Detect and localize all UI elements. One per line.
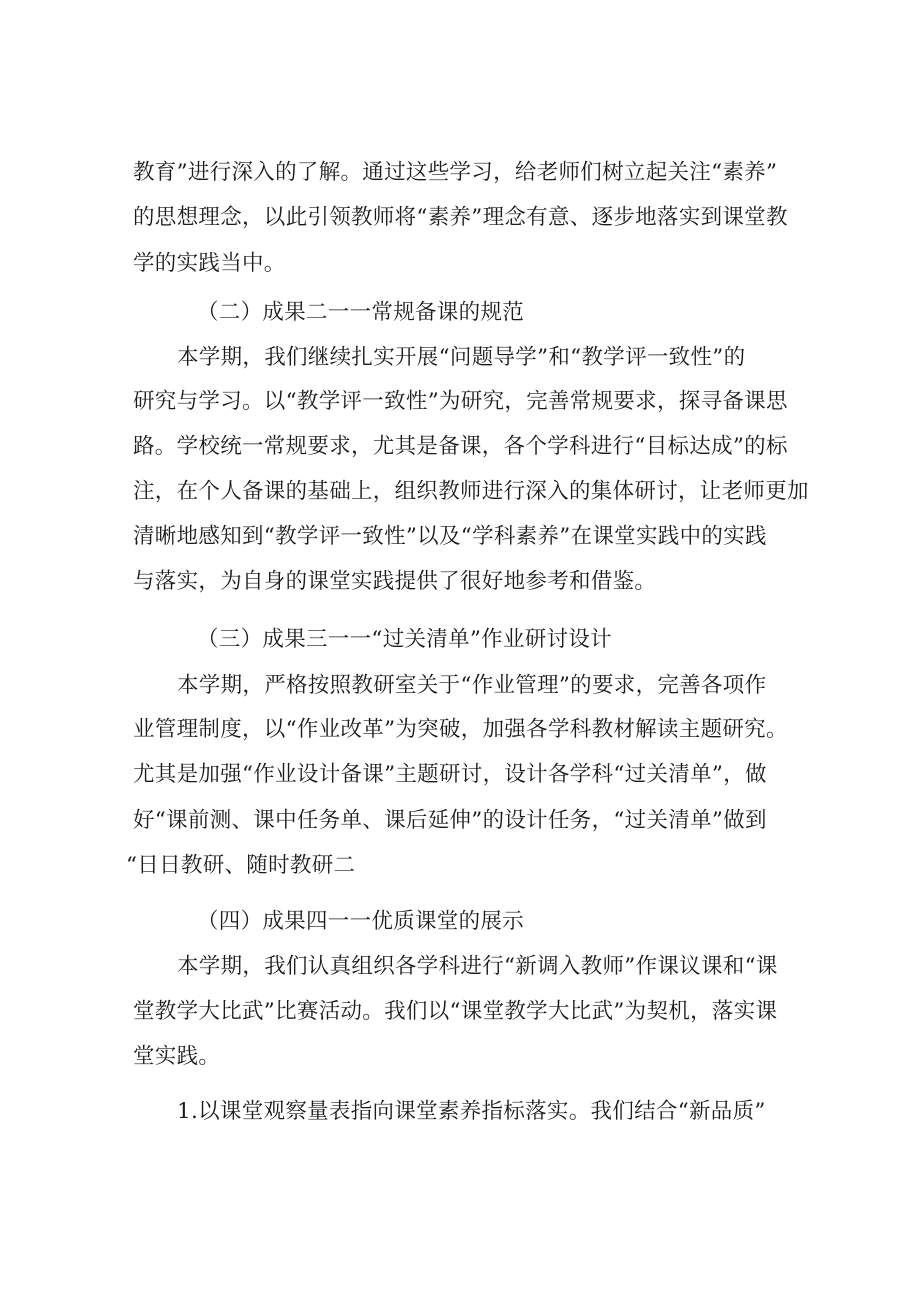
body-text-line: 堂实践。 [133, 1044, 221, 1069]
section-heading: （三）成果三一一“过关清单”作业研讨设计 [197, 627, 612, 652]
body-text-line: “日日教研、随时教研二 [126, 853, 356, 878]
body-text-line: 学的实践当中。 [133, 251, 286, 276]
body-text-line: 清晰地感知到“教学评一致性”以及“学科素养”在课堂实践中的实践 [133, 524, 767, 549]
body-text-line: 研究与学习。以“教学评一致性”为研究，完善常规要求，探寻备课思 [133, 389, 788, 414]
body-text-line: 注，在个人备课的基础上，组织教师进行深入的集体研讨，让老师更加 [133, 479, 809, 504]
section-heading: （二）成果二一一常规备课的规范 [197, 300, 525, 325]
body-text-line: 与落实，为自身的课堂实践提供了很好地参考和借鉴。 [133, 569, 657, 594]
body-text-line: 堂教学大比武”比赛活动。我们以“课堂教学大比武”为契机，落实课 [133, 999, 778, 1024]
body-text-line: 路。学校统一常规要求，尤其是备课，各个学科进行“目标达成”的标 [133, 434, 788, 459]
paragraph-first-line: 本学期，严格按照教研室关于“作业管理”的要求，完善各项作 [177, 673, 767, 698]
paragraph-first-line: 本学期，我们继续扎实开展“问题导学”和“教学评一致性”的 [177, 345, 746, 370]
numbered-item-line: 1.以课堂观察量表指向课堂素养指标落实。我们结合“新品质” [177, 1099, 766, 1124]
body-text-line: 业管理制度，以“作业改革”为突破，加强各学科教材解读主题研究。 [133, 717, 788, 742]
body-text-line: 好“课前测、课中任务单、课后延伸”的设计任务，“过关清单”做到 [133, 808, 767, 833]
paragraph-first-line: 本学期，我们认真组织各学科进行“新调入教师”作课议课和“课 [177, 954, 778, 979]
body-text-line: 尤其是加强“作业设计备课”主题研讨，设计各学科“过关清单”，做 [133, 762, 767, 787]
body-text-line: 教育”进行深入的了解。通过这些学习，给老师们树立起关注“素养” [133, 160, 778, 185]
section-heading: （四）成果四一一优质课堂的展示 [197, 909, 525, 934]
body-text-line: 的思想理念，以此引领教师将“素养”理念有意、逐步地落实到课堂教 [133, 205, 788, 230]
